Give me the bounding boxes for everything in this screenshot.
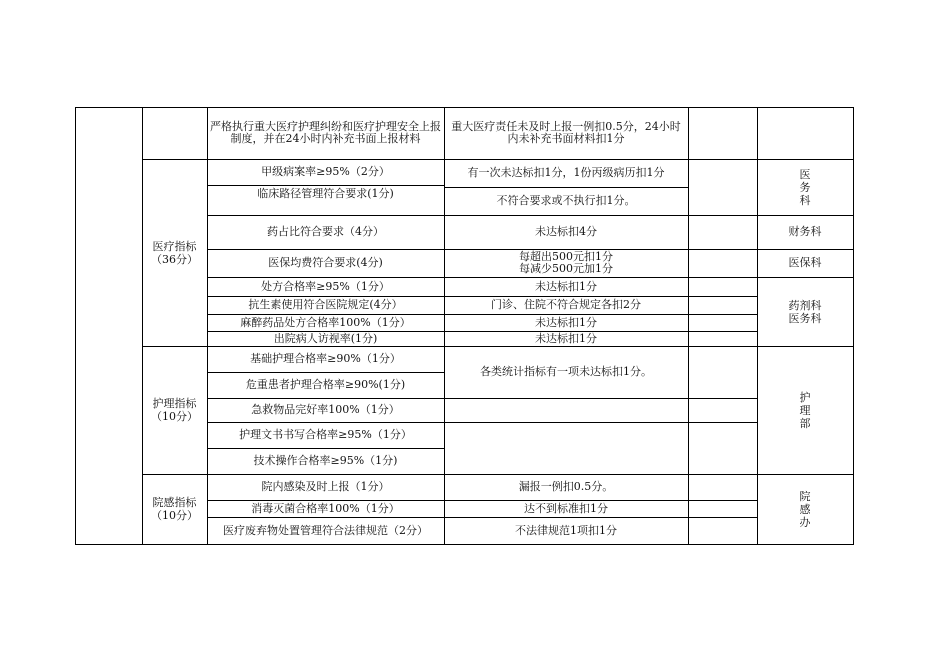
table-cell-item: 医保均费符合要求(4分) <box>268 256 383 269</box>
category-infection: 院感指标（10分） <box>151 496 198 522</box>
table-cell-rule: 门诊、住院不符合规定各扣2分 <box>491 298 641 311</box>
table-cell-rule: 未达标扣1分 <box>535 315 597 329</box>
dept-yuangan: 院 感 办 <box>799 489 811 529</box>
table-cell-item: 处方合格率≥95%（1分） <box>261 279 390 293</box>
category-nursing: 护理指标（10分） <box>151 397 198 423</box>
dept-yibao: 医保科 <box>788 256 822 269</box>
dept-yiwu: 医 务 科 <box>799 167 811 207</box>
dept-huli: 护 理 部 <box>799 390 811 430</box>
table-cell-item: 药占比符合要求（4分） <box>267 225 384 238</box>
table-cell-item: 抗生素使用符合医院规定(4分） <box>248 298 403 311</box>
table-cell-rule: 有一次未达标扣1分，1份丙级病历扣1分 <box>467 166 665 179</box>
table-cell-item: 急救物品完好率100%（1分） <box>251 403 400 416</box>
table-cell-rule: 不符合要求或不执行扣1分。 <box>496 194 636 207</box>
table-cell-rule: 达不到标准扣1分 <box>524 501 608 515</box>
table-cell-rule: 未达标扣1分 <box>535 331 597 345</box>
table-cell-item: 麻醉药品处方合格率100%（1分） <box>240 315 411 329</box>
table-cell-item: 医疗废弃物处置管理符合法律规范（2分） <box>223 523 428 537</box>
dept-caiwu: 财务科 <box>788 225 822 238</box>
dept-yaoji: 药剂科 医务科 <box>788 298 822 325</box>
table-cell-item: 临床路径管理符合要求(1分) <box>257 187 394 200</box>
table-cell-rule: 各类统计指标有一项未达标扣1分。 <box>480 365 652 378</box>
table-cell-item: 出院病人访视率(1分) <box>273 331 378 345</box>
table-cell-item: 技术操作合格率≥95%（1分) <box>253 454 398 467</box>
table-cell-rule: 漏报一例扣0.5分。 <box>518 480 614 493</box>
table-cell-rule: 不法律规范1项扣1分 <box>515 523 617 537</box>
table-border-left <box>75 107 76 545</box>
table-cell-item: 甲级病案率≥95%（2分） <box>261 165 390 178</box>
table-cell-item: 危重患者护理合格率≥90%(1分) <box>245 378 406 391</box>
table-cell-item: 基础护理合格率≥90%（1分） <box>250 352 401 365</box>
table-cell-rule: 重大医疗责任未及时上报一例扣0.5分，24小时内未补充书面材料扣1分 <box>451 120 681 145</box>
category-medical: 医疗指标（36分） <box>151 239 198 266</box>
table-border-bottom <box>75 544 854 545</box>
column-divider <box>688 107 689 545</box>
table-cell-rule: 每超出500元扣1分 每减少500元加1分 <box>519 250 613 275</box>
table-cell-item: 严格执行重大医疗护理纠纷和医疗护理安全上报制度，并在24小时内补充书面上报材料 <box>210 120 441 145</box>
table-cell-item: 护理文书书写合格率≥95%（1分） <box>239 428 412 441</box>
table-cell-item: 院内感染及时上报（1分） <box>261 480 390 493</box>
table-cell-rule: 未达标扣1分 <box>535 279 597 293</box>
table-border-right <box>853 107 854 545</box>
table-cell-item: 消毒灭菌合格率100%（1分） <box>251 501 400 515</box>
table-cell-rule: 未达标扣4分 <box>535 225 597 238</box>
